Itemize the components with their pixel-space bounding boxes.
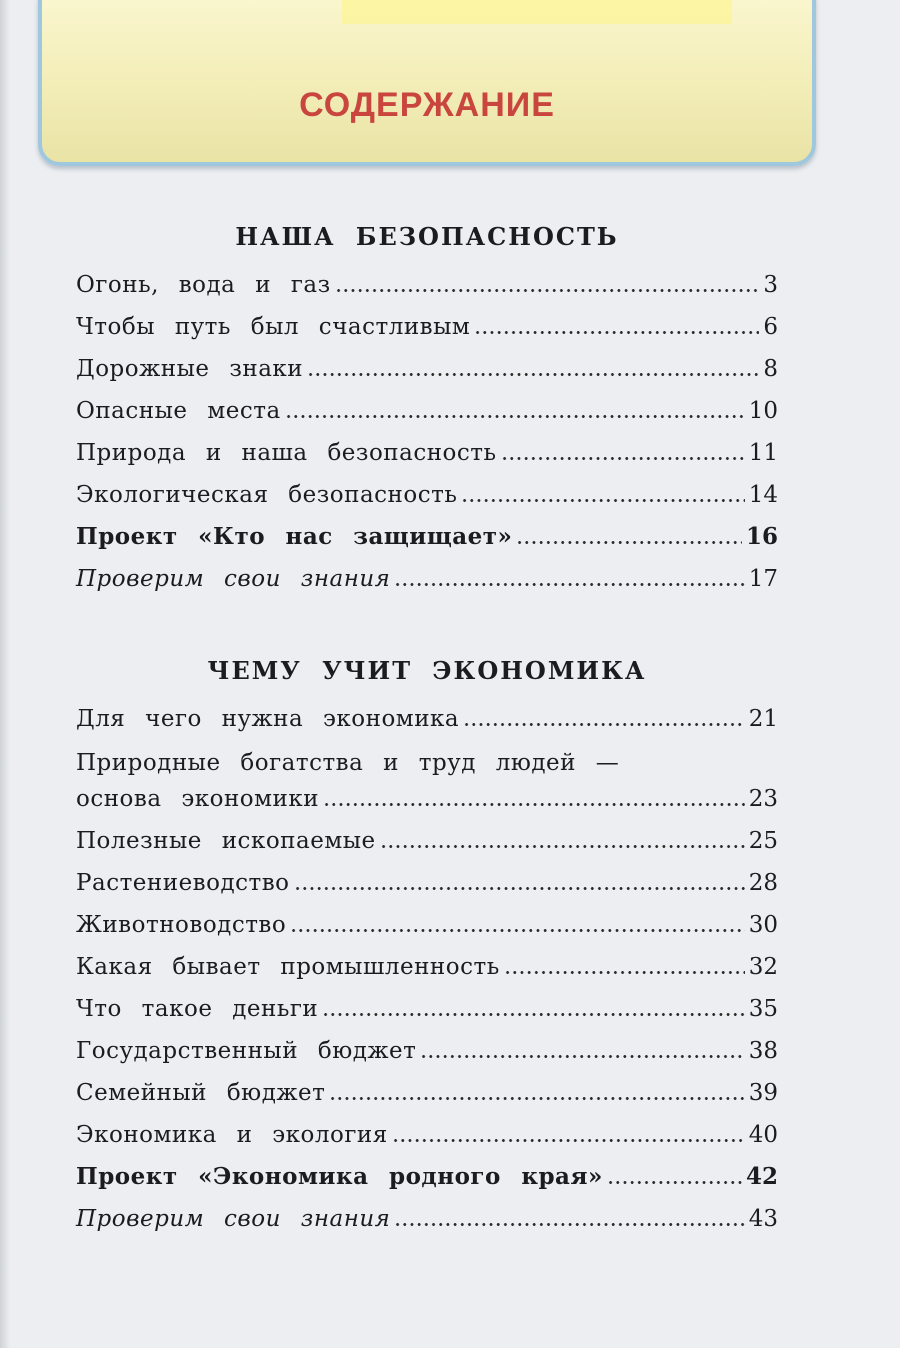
entry-title: Семейный бюджет <box>76 1080 326 1106</box>
toc-entry-check[interactable] <box>76 564 778 594</box>
dot-leader <box>501 456 745 461</box>
page-edge <box>0 0 10 1348</box>
entry-title: Огонь, вода и газ <box>76 272 331 298</box>
entry-page: 42 <box>745 1163 778 1190</box>
toc-entry[interactable] <box>76 784 778 814</box>
toc-entry-project[interactable] <box>76 1162 778 1192</box>
dot-leader <box>380 844 745 849</box>
toc-entry[interactable] <box>76 312 778 342</box>
entry-page: 25 <box>748 828 778 854</box>
dot-leader <box>285 414 745 419</box>
entry-page: 38 <box>748 1038 778 1064</box>
entry-title: Природа и наша безопасность <box>76 440 497 466</box>
entry-page: 21 <box>748 706 778 732</box>
dot-leader <box>394 1222 744 1227</box>
toc-entry[interactable] <box>76 952 778 982</box>
toc-entry[interactable] <box>76 1120 778 1150</box>
entry-title: Опасные места <box>76 398 281 424</box>
entry-title: Экономика и экология <box>76 1122 388 1148</box>
dot-leader <box>323 802 745 807</box>
dot-leader <box>474 330 759 335</box>
dot-leader <box>394 582 744 587</box>
dot-leader <box>335 288 760 293</box>
entry-page: 39 <box>748 1080 778 1106</box>
entry-page: 16 <box>745 523 778 550</box>
toc-entry[interactable] <box>76 1036 778 1066</box>
entry-title: основа экономики <box>76 786 320 812</box>
entry-page: 43 <box>748 1206 778 1232</box>
entry-title: Проверим свои знания <box>76 566 391 592</box>
entry-title: Проект «Экономика родного края» <box>76 1163 603 1190</box>
dot-leader <box>294 886 745 891</box>
toc-entry[interactable] <box>76 438 778 468</box>
toc-entry-check[interactable] <box>76 1204 778 1234</box>
entry-title: Животноводство <box>76 912 287 938</box>
dot-leader <box>420 1054 744 1059</box>
toc-entry[interactable] <box>76 270 778 300</box>
entry-title: Растениеводство <box>76 870 290 896</box>
entry-title-line1: Природные богатства и труд людей — <box>76 750 620 776</box>
entry-page: 11 <box>748 440 778 466</box>
section-title: НАША БЕЗОПАСНОСТЬ <box>235 222 619 251</box>
entry-title: Полезные ископаемые <box>76 828 376 854</box>
toc-entry[interactable] <box>76 480 778 510</box>
entry-page: 6 <box>763 314 778 340</box>
dot-leader <box>392 1138 745 1143</box>
dot-leader <box>307 372 759 377</box>
entry-page: 32 <box>748 954 778 980</box>
entry-title: Проект «Кто нас защищает» <box>76 523 513 550</box>
entry-title: Чтобы путь был счастливым <box>76 314 471 340</box>
toc-entry[interactable] <box>76 704 778 734</box>
dot-leader <box>463 722 745 727</box>
entry-page: 14 <box>748 482 778 508</box>
header-tab <box>38 0 816 166</box>
toc-entry[interactable] <box>76 354 778 384</box>
toc-entry[interactable] <box>76 868 778 898</box>
toc-entry[interactable] <box>76 994 778 1024</box>
entry-title: Дорожные знаки <box>76 356 304 382</box>
entry-title: Что такое деньги <box>76 996 319 1022</box>
dot-leader <box>504 970 745 975</box>
dot-leader <box>290 928 744 933</box>
entry-page: 17 <box>748 566 778 592</box>
section-title: ЧЕМУ УЧИТ ЭКОНОМИКА <box>207 656 647 685</box>
toc-entry-project[interactable] <box>76 522 778 552</box>
entry-page: 35 <box>748 996 778 1022</box>
entry-title: Экологическая безопасность <box>76 482 458 508</box>
dot-leader <box>322 1012 744 1017</box>
entry-title: Для чего нужна экономика <box>76 706 460 732</box>
entry-page: 3 <box>763 272 778 298</box>
toc-entry[interactable] <box>76 1078 778 1108</box>
entry-page: 40 <box>748 1122 778 1148</box>
entry-title: Какая бывает промышленность <box>76 954 500 980</box>
toc-entry[interactable] <box>76 396 778 426</box>
toc-entry[interactable] <box>76 826 778 856</box>
entry-page: 10 <box>748 398 778 424</box>
header-highlight <box>342 0 732 24</box>
entry-page: 23 <box>748 786 778 812</box>
entry-title: Проверим свои знания <box>76 1206 391 1232</box>
dot-leader <box>461 498 744 503</box>
dot-leader <box>329 1096 744 1101</box>
entry-page: 30 <box>748 912 778 938</box>
page-title: СОДЕРЖАНИЕ <box>299 86 555 124</box>
entry-page: 28 <box>748 870 778 896</box>
entry-title: Государственный бюджет <box>76 1038 417 1064</box>
entry-page: 8 <box>763 356 778 382</box>
toc-entry[interactable] <box>76 910 778 940</box>
dot-leader <box>516 540 742 545</box>
dot-leader <box>607 1180 742 1185</box>
